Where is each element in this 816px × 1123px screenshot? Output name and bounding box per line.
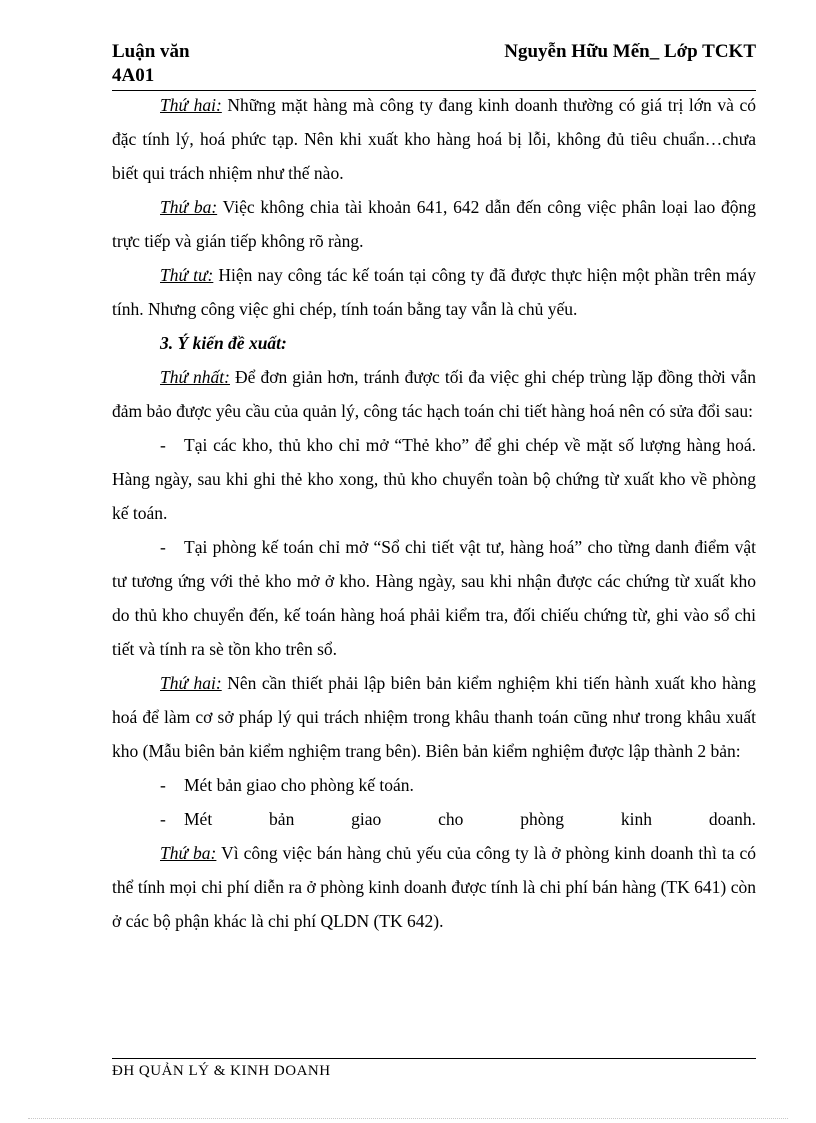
paragraph-text: Những mặt hàng mà công ty đang kinh doanh thường có giá trị lớn và có đặc tính lý, hoá phức tạp. Nên khi xuất kho hàng hoá bị lỗi, không đủ tiêu chuẩn…chưa biết qui trách nhiệm như thế nào. — [112, 95, 756, 183]
header-thesis-label: Luận văn — [112, 41, 190, 62]
paragraph-text: Việc không chia tài khoản 641, 642 dẫn đến công việc phân loại lao động trực tiếp và gián tiếp không rõ ràng. — [112, 197, 756, 251]
paragraph-label: Thứ ba: — [160, 843, 217, 863]
paragraph — [112, 88, 756, 190]
page-footer: ĐH QUẢN LÝ & KINH DOANH — [112, 1063, 331, 1079]
bullet-item — [112, 530, 756, 666]
paragraph — [112, 360, 756, 428]
paragraph-text: Để đơn giản hơn, tránh được tối đa việc ghi chép trùng lặp đồng thời vẫn đảm bảo được yêu cầu của quản lý, công tác hạch toán chi tiết hàng hoá nên có sửa đổi sau: — [112, 367, 756, 421]
bullet-dash: - — [160, 775, 166, 795]
paragraph-text: Nên cần thiết phải lập biên bản kiểm nghiệm khi tiến hành xuất kho hàng hoá để làm cơ sở pháp lý qui trách nhiệm trong khâu thanh toán cũng như trong khâu xuất kho (Mẫu biên bản kiểm nghiệm trang bên). Biên bản kiểm nghiệm được lập thành 2 bản: — [112, 673, 757, 761]
header-left — [112, 40, 190, 88]
paragraph — [112, 190, 756, 258]
bullet-item — [112, 428, 756, 530]
paragraph-text: Vì công việc bán hàng chủ yếu của công ty là ở phòng kinh doanh thì ta có thể tính mọi chi phí diễn ra ở phòng kinh doanh được tính là chi phí bán hàng (TK 641) còn ở các bộ phận khác là chi phí QLDN (TK 642). — [112, 843, 757, 931]
paragraph-text: Hiện nay công tác kế toán tại công ty đã được thực hiện một phần trên máy tính. Nhưng công việc ghi chép, tính toán bằng tay vẫn là chủ yếu. — [112, 265, 757, 319]
bullet-item — [112, 802, 756, 836]
bullet-text: Tại phòng kế toán chỉ mở “Sổ chi tiết vật tư, hàng hoá” cho từng danh điểm vật tư tương ứng với thẻ kho mở ở kho. Hàng ngày, sau khi nhận được các chứng từ xuất kho do thủ kho chuyển đến, kế toán hàng hoá phải kiểm tra, đối chiếu chứng từ, ghi vào sổ chi tiết và tính ra sè tồn kho trên sổ. — [112, 537, 756, 659]
paragraph-label: Thứ hai: — [160, 673, 222, 693]
header-class-code: 4A01 — [112, 65, 155, 86]
bullet-text: Mét bản giao cho phòng kế toán. — [184, 775, 414, 795]
paragraph — [112, 258, 756, 326]
bullet-dash: - — [160, 809, 166, 829]
bullet-dash: - — [160, 435, 166, 455]
footer-rule — [112, 1058, 756, 1059]
paragraph-label: Thứ nhất: — [160, 367, 230, 387]
page-body — [112, 88, 756, 938]
section-heading: 3. Ý kiến đề xuất: — [160, 333, 287, 353]
bullet-text: Mét bản giao cho phòng kinh doanh. — [184, 809, 756, 829]
paragraph — [112, 836, 756, 938]
paragraph-label: Thứ tư: — [160, 265, 214, 285]
bullet-text: Tại các kho, thủ kho chỉ mở “Thẻ kho” để ghi chép về mặt số lượng hàng hoá. Hàng ngày, sau khi ghi thẻ kho xong, thủ kho chuyển toàn bộ chứng từ xuất kho về phòng kế toán. — [112, 435, 756, 523]
bullet-dash: - — [160, 537, 166, 557]
paragraph — [112, 666, 756, 768]
paragraph-label: Thứ hai: — [160, 95, 222, 115]
page-edge-divider — [28, 1118, 788, 1119]
bullet-item — [112, 768, 756, 802]
paragraph-label: Thứ ba: — [160, 197, 218, 217]
page-header — [112, 40, 756, 92]
header-author: Nguyễn Hữu Mến_ Lớp TCKT — [504, 41, 756, 62]
